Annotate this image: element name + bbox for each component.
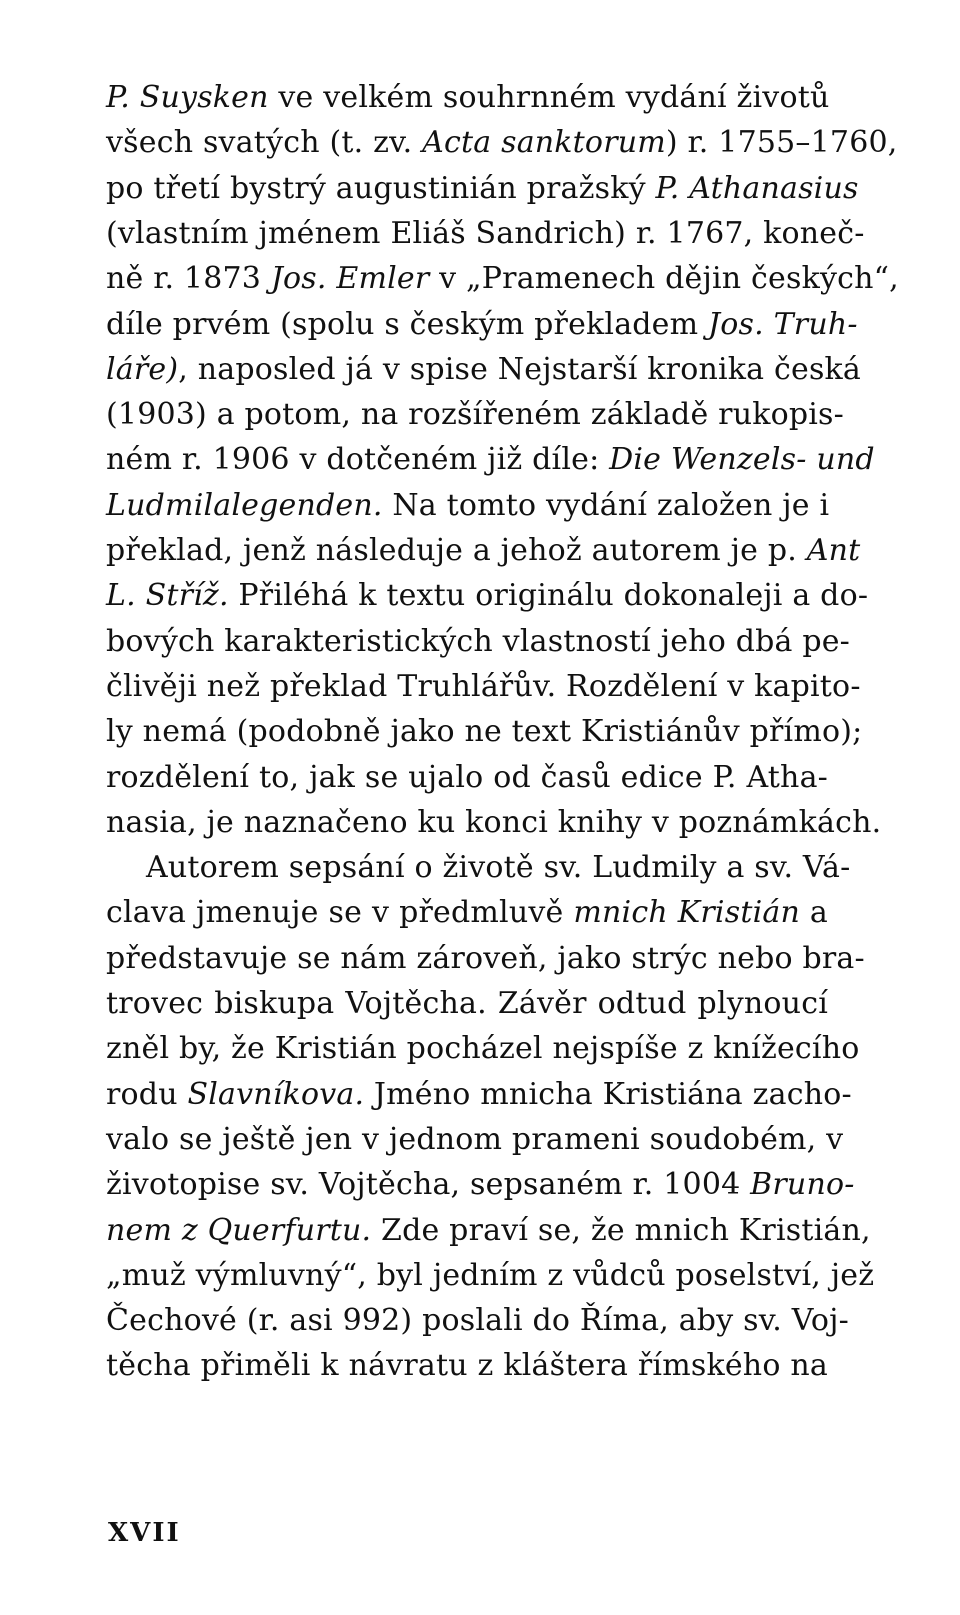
italic-text: Ludmilalegenden. (106, 487, 383, 523)
text-run: všech svatých (t. zv. (106, 125, 423, 161)
text-run: rodu (106, 1076, 188, 1112)
text-run: Čechové (r. asi 992) poslali do Říma, aby sv. Voj- (106, 1303, 849, 1339)
text-line (106, 1346, 828, 1386)
text-line (106, 667, 861, 707)
italic-text: P. Suysken (106, 80, 269, 115)
text-line (106, 576, 869, 616)
text-run: valo se ještě jen v jednom prameni soudobém, v (106, 1121, 844, 1157)
text-run: „muž výmluvný“, byl jedním z vůdců poselství, jež (106, 1257, 875, 1293)
text-line (106, 1029, 860, 1069)
text-run: , naposled já v spise Nejstarší kronika česká (178, 351, 862, 387)
text-run: Zde praví se, že mnich Kristián, (371, 1212, 871, 1248)
text-run: životopise sv. Vojtěcha, sepsaném r. 1004 (106, 1167, 751, 1203)
text-run: ) r. 1755–1760, (665, 125, 898, 161)
text-run: Na tomto vydání založen je i (382, 487, 830, 523)
text-line (106, 1211, 871, 1251)
text-line (106, 259, 899, 299)
italic-text: P. Athanasius (655, 170, 859, 206)
italic-text: nem z Querfurtu. (106, 1212, 372, 1248)
text-line (106, 1165, 855, 1205)
text-line (106, 893, 828, 933)
text-line (106, 712, 863, 752)
italic-text: mnich Kristián (573, 895, 800, 931)
italic-text: láře) (106, 351, 179, 387)
text-run: zněl by, že Kristián pocházel nejspíše z knížecího (106, 1031, 860, 1067)
text-run: ly nemá (podobně jako ne text Kristiánův přímo); (106, 714, 863, 750)
italic-text: Slavníkova. (187, 1076, 365, 1112)
italic-text: Acta sanktorum (422, 125, 666, 161)
text-line (106, 1256, 875, 1296)
text-line (106, 803, 882, 843)
italic-text: Die Wenzels- und (609, 442, 875, 478)
text-line (146, 848, 851, 888)
text-run: (vlastním jménem Eliáš Sandrich) r. 1767, koneč- (106, 215, 865, 251)
text-run: ném r. 1906 v dotčeném již díle: (106, 442, 610, 478)
text-line (106, 622, 851, 662)
text-run: v „Pramenech dějin českých“, (429, 261, 899, 297)
text-line (106, 984, 828, 1024)
italic-text: Ant (806, 533, 861, 568)
text-run: trovec biskupa Vojtěcha. Závěr odtud plynoucí (106, 986, 828, 1021)
text-run: člivěji než překlad Truhlářův. Rozdělení v kapito- (106, 668, 861, 704)
text-run: a (799, 895, 828, 931)
text-run: po třetí bystrý augustinián pražský (106, 170, 656, 206)
text-line (106, 758, 828, 798)
text-line (106, 214, 865, 254)
text-line (106, 1075, 852, 1115)
text-run: těcha přiměli k návratu z kláštera římského na (106, 1348, 828, 1384)
text-line (106, 1301, 849, 1341)
text-run: nasia, je naznačeno ku konci knihy v poznámkách. (106, 804, 882, 840)
text-line (106, 486, 828, 526)
text-line (106, 350, 862, 390)
text-line (106, 123, 898, 163)
text-run: rozdělení to, jak se ujalo od časů edice P. Atha- (106, 759, 828, 795)
italic-text: Jos. Truh- (708, 306, 858, 342)
text-run: (1903) a potom, na rozšířeném základě rukopis- (106, 397, 844, 433)
text-line (106, 78, 828, 118)
text-line (106, 169, 859, 209)
italic-text: Jos. Emler (270, 261, 430, 297)
page-number: XVII (108, 1518, 181, 1548)
text-line (106, 395, 844, 435)
text-run: Přiléhá k textu originálu dokonaleji a do- (228, 578, 869, 614)
text-line (106, 440, 875, 480)
italic-text: L. Stříž. (106, 578, 229, 614)
text-run: ně r. 1873 (106, 261, 271, 297)
text-line (106, 531, 861, 571)
text-line (106, 939, 865, 979)
text-run: díle prvém (spolu s českým překladem (106, 306, 709, 342)
text-run: Autorem sepsání o životě sv. Ludmily a sv. Vá- (146, 850, 851, 886)
text-run: ve velkém souhrnném vydání životů (268, 80, 830, 115)
text-line (106, 305, 858, 345)
text-run: clava jmenuje se v předmluvě (106, 895, 574, 931)
text-run: Jméno mnicha Kristiána zacho- (364, 1076, 852, 1112)
italic-text: Bruno- (750, 1167, 855, 1203)
text-run: bových karakteristických vlastností jeho dbá pe- (106, 623, 851, 659)
text-run: překlad, jenž následuje a jehož autorem je p. (106, 533, 807, 568)
text-line (106, 1120, 844, 1160)
text-run: představuje se nám zároveň, jako strýc nebo bra- (106, 940, 865, 976)
